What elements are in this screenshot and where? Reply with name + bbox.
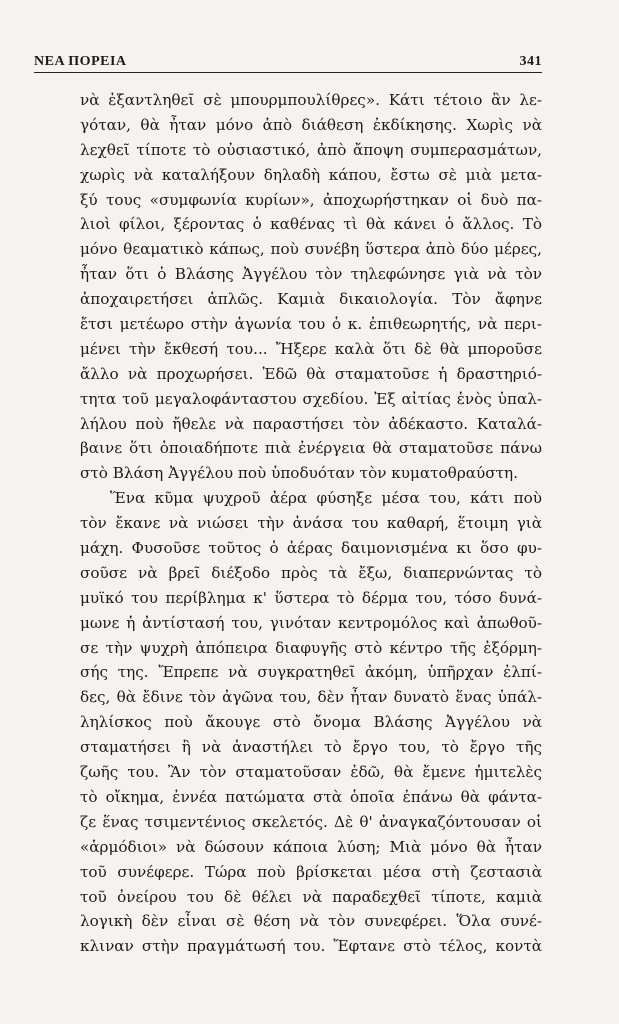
text-line: σε τὴν ψυχρὴ ἀπόπειρα διαφυγῆς στὸ κέντρο τῆς ἐξόρμη- <box>80 638 542 657</box>
text-line: μάχη. Φυσοῦσε τοῦτος ὁ ἀέρας δαιμονισμένα κι ὅσο φυ- <box>80 539 542 558</box>
text-line: μωνε ἡ ἀντίστασή του, γινόταν κεντρομόλος καὶ ἀπωθοῦ- <box>80 613 542 632</box>
text-line: λεχθεῖ τίποτε τὸ οὐσιαστικό, ἀπὸ ἄποψη συμπερασμάτων, <box>80 140 542 159</box>
text-line: ἔτσι μετέωρο στὴν ἀγωνία του ὁ κ. ἐπιθεωρητής, νὰ περι- <box>80 315 542 334</box>
page-number: 341 <box>519 54 542 69</box>
text-line: τοῦ συνέφερε. Τώρα ποὺ βρίσκεται μέσα στὴ ζεστασιὰ <box>80 862 542 881</box>
running-header <box>34 48 542 70</box>
text-line: τητα τοῦ μεγαλοφάνταστου σχεδίου. Ἐξ αἰτίας ἑνὸς ὑπαλ- <box>80 389 542 408</box>
text-line: βαινε ὅτι ὁποιαδήποτε πιὰ ἐνέργεια θὰ σταματοῦσε πάνω <box>80 439 542 458</box>
text-line: ζε ἕνας τσιμεντένιος σκελετός. Δὲ θ' ἀναγκαζόντουσαν οἱ <box>80 812 542 831</box>
text-line: λήλου ποὺ ἤθελε νὰ παραστήσει τὸν ἀδέκαστο. Καταλά- <box>80 414 542 433</box>
text-line: γόταν, θὰ ἦταν μόνο ἀπὸ διάθεση ἐκδίκησης. Χωρὶς νὰ <box>80 115 542 134</box>
journal-title: ΝΕΑ ΠΟΡΕΙΑ <box>34 54 127 69</box>
text-line: λογικὴ δὲν εἶναι σὲ θέση νὰ τὸν συνεφέρει. Ὅλα συνέ- <box>80 912 542 931</box>
text-line: χωρὶς νὰ καταλήξουν δηλαδὴ κάπου, ἔστω σὲ μιὰ μετα- <box>80 165 542 184</box>
text-line: τὸ οἴκημα, ἐννέα πατώματα στὰ ὁποῖα ἐπάνω θὰ φάντα- <box>80 787 542 806</box>
text-line: μυϊκό του περίβλημα κ' ὕστερα τὸ δέρμα του, τόσο δυνά- <box>80 588 542 607</box>
text-line: σοῦσε νὰ βρεῖ διέξοδο πρὸς τὰ ἔξω, διαπερνώντας τὸ <box>80 563 542 582</box>
text-line: μένει τὴν ἔκθεσή του... Ἤξερε καλὰ ὅτι δὲ θὰ μποροῦσε <box>80 339 542 358</box>
text-line: δες, θὰ ἔδινε τὸν ἀγῶνα του, δὲν ἦταν δυνατὸ ἕνας ὑπάλ- <box>80 688 542 707</box>
text-line: ἀποχαιρετήσει ἁπλῶς. Καμιὰ δικαιολογία. Τὸν ἄφηνε <box>80 290 542 309</box>
text-line: «ἁρμόδιοι» νὰ δώσουν κάποια λύση; Μιὰ μόνο θὰ ἦταν <box>80 837 542 856</box>
text-line: τοῦ ὀνείρου του δὲ θέλει νὰ παραδεχθεῖ τίποτε, καμιὰ <box>80 887 542 906</box>
text-line: λιοὶ φίλοι, ξέροντας ὁ καθένας τὶ θὰ κάνει ὁ ἄλλος. Τὸ <box>80 215 542 234</box>
header-rule <box>34 72 542 73</box>
text-line: ξύ τους «συμφωνία κυρίων», ἀποχωρήστηκαν οἱ δυὸ πα- <box>80 190 542 209</box>
text-line: σής της. Ἔπρεπε νὰ συγκρατηθεῖ ἀκόμη, ὑπῆρχαν ἐλπί- <box>80 663 542 682</box>
text-line: ζωῆς του. Ἂν τὸν σταματοῦσαν ἐδῶ, θὰ ἔμενε ἡμιτελὲς <box>80 763 542 782</box>
text-line: Ἕνα κῦμα ψυχροῦ ἀέρα φύσηξε μέσα του, κάτι ποὺ <box>110 489 542 508</box>
body-text <box>80 88 542 959</box>
text-line: ληλίσκος ποὺ ἄκουγε στὸ ὄνομα Βλάσης Ἀγγέλου νὰ <box>80 713 542 732</box>
text-line: νὰ ἐξαντληθεῖ σὲ μπουρμπουλίθρες». Κάτι τέτοιο ἂν λε- <box>80 91 542 109</box>
text-line: μόνο θεαματικὸ κάπως, ποὺ συνέβη ὕστερα ἀπὸ δύο μέρες, <box>80 240 542 259</box>
text-line: κλιναν στὴν πραγμάτωσή του. Ἔφτανε στὸ τέλος, κοντὰ <box>80 937 542 956</box>
text-line: τὸν ἔκανε νὰ νιώσει τὴν ἀνάσα του καθαρή, ἕτοιμη γιὰ <box>80 514 542 533</box>
text-line: ἦταν ὅτι ὁ Βλάσης Ἀγγέλου τὸν τηλεφώνησε γιὰ νὰ τὸν <box>80 265 542 284</box>
text-line: ἄλλο νὰ προχωρήσει. Ἐδῶ θὰ σταματοῦσε ἡ δραστηριό- <box>80 364 542 383</box>
paragraph <box>80 88 542 486</box>
text-line: σταματήσει ἢ νὰ ἀναστήλει τὸ ἔργο του, τὸ ἔργο τῆς <box>80 738 542 757</box>
paragraph <box>80 486 542 959</box>
text-line: στὸ Βλάση Ἀγγέλου ποὺ ὑποδυόταν τὸν κυματοθραύστη. <box>80 464 518 483</box>
